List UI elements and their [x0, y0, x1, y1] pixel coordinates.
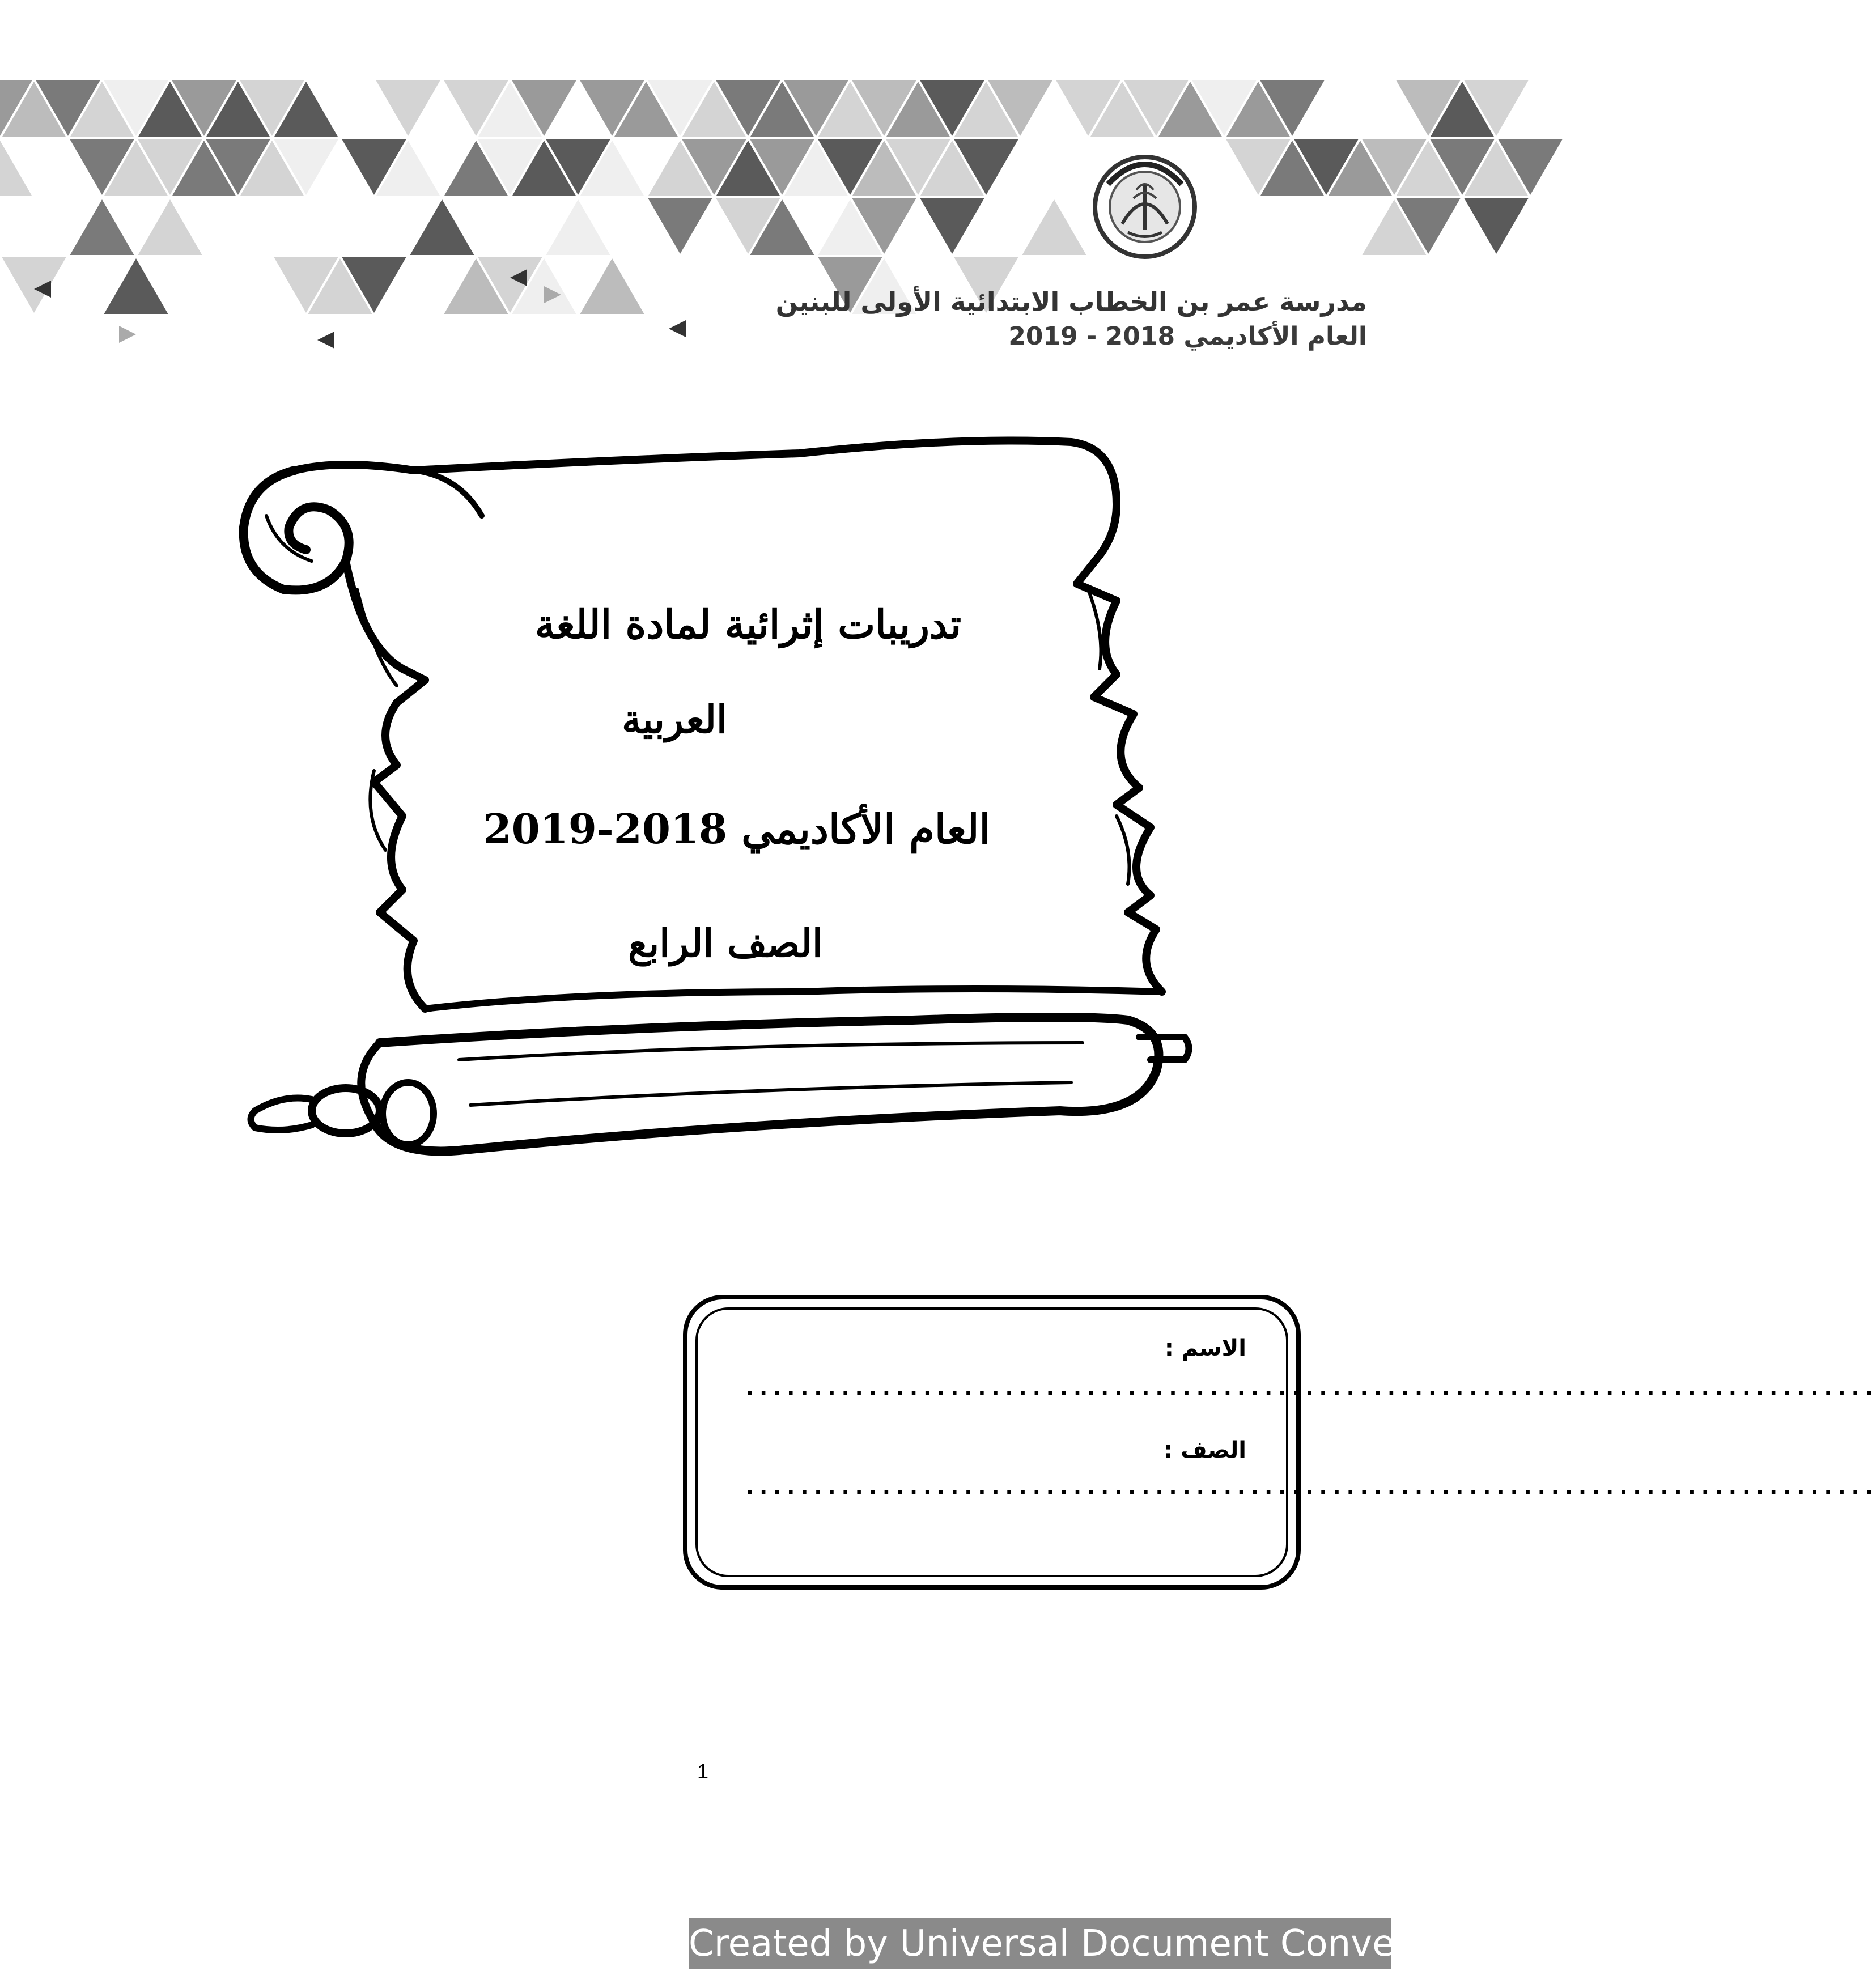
banner-triangle [0, 256, 68, 315]
school-name: مدرسة عمر بن الخطاب الابتدائية الأولى للبنين [775, 286, 1367, 317]
banner-triangle [0, 138, 34, 197]
banner-triangle [918, 197, 986, 256]
student-info-box [683, 1295, 1876, 1590]
banner-small-triangle [669, 320, 686, 337]
cover-academic-year: العام الأكاديمي 2018-2019 [483, 805, 991, 853]
banner-triangle [646, 197, 714, 256]
student-info-box-inner-border [695, 1307, 1876, 1577]
banner-triangle [544, 197, 612, 256]
name-label: الاسم : [1164, 1335, 1246, 1361]
banner-triangle [1462, 197, 1530, 256]
banner-triangle [374, 79, 442, 138]
banner-triangle [408, 197, 476, 256]
qatar-emblem-icon [1074, 150, 1216, 264]
title-line-1: تدريبات إثرائية لمادة اللغة [534, 601, 962, 648]
banner-small-triangle [119, 326, 136, 343]
class-label: الصف : [1164, 1437, 1246, 1463]
header-academic-year: العام الأكاديمي 2018 - 2019 [1008, 322, 1367, 351]
class-input-line[interactable]: ................................................................................... [743, 1474, 1876, 1500]
banner-small-triangle [317, 332, 334, 349]
banner-triangle [68, 197, 136, 256]
converter-watermark: Created by Universal Document Converter [689, 1918, 1391, 1969]
page-number: 1 [697, 1760, 709, 1783]
banner-triangle [102, 256, 170, 315]
banner-triangle [578, 256, 646, 315]
title-line-2: العربية [622, 697, 727, 742]
name-input-line[interactable]: ................................................................................... [743, 1375, 1876, 1401]
banner-triangle [136, 197, 204, 256]
cover-grade: الصف الرابع [628, 921, 823, 966]
